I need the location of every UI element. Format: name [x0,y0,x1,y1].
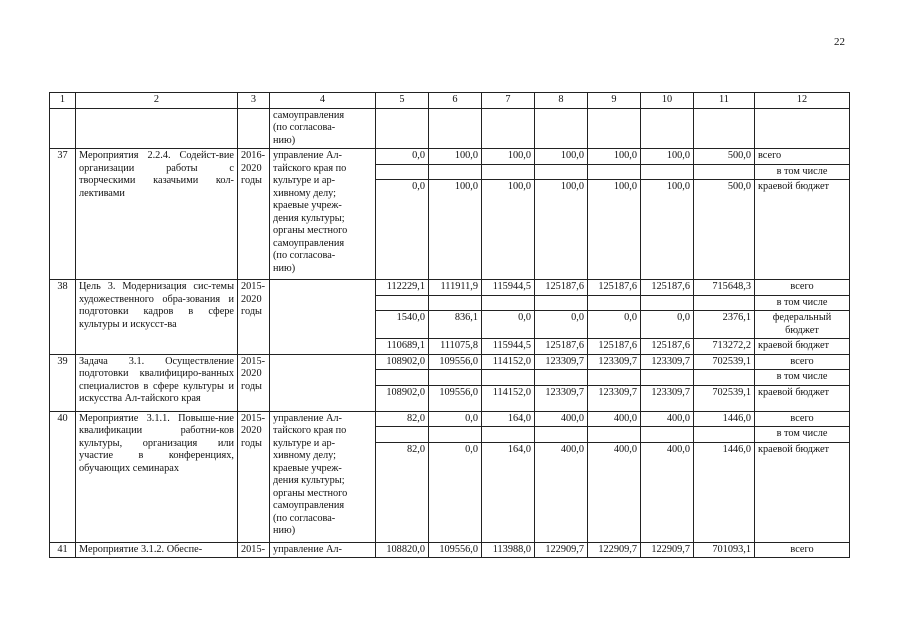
row-number: 38 [50,280,76,355]
value-cell: 0,0 [535,311,588,339]
value-cell: 100,0 [588,149,641,165]
value-cell: 113988,0 [482,542,535,558]
value-cell: 836,1 [429,311,482,339]
row-number: 40 [50,411,76,542]
value-cell: 108902,0 [376,385,429,411]
value-cell: 123309,7 [588,354,641,370]
value-cell: 100,0 [535,180,588,280]
value-cell: 111075,8 [429,339,482,355]
header-cell: 12 [755,93,850,109]
value-cell: 0,0 [376,149,429,165]
value-cell: 100,0 [588,180,641,280]
value-cell: 400,0 [588,442,641,542]
header-cell: 8 [535,93,588,109]
value-cell: 123309,7 [588,385,641,411]
value-cell: 82,0 [376,442,429,542]
value-cell: 123309,7 [641,354,694,370]
funding-label: всего [755,411,850,427]
header-cell: 4 [270,93,376,109]
header-cell: 5 [376,93,429,109]
header-cell: 1 [50,93,76,109]
value-cell: 109556,0 [429,542,482,558]
value-cell: 112229,1 [376,280,429,296]
value-cell: 715648,3 [694,280,755,296]
measure-name: Задача 3.1. Осуществление подготовки квалифициро-ванных специалистов в сфере культуры и искусства Ал-тайского края [76,354,238,411]
value-cell: 400,0 [535,411,588,427]
value-cell: 701093,1 [694,542,755,558]
funding-label: в том числе [755,164,850,180]
measure-name: Цель 3. Модернизация сис-темы художественного обра-зования и подготовки кадров в сфере культуры и искусст-ва [76,280,238,355]
value-cell: 108820,0 [376,542,429,558]
value-cell: 82,0 [376,411,429,427]
funding-label: в том числе [755,427,850,443]
value-cell: 109556,0 [429,385,482,411]
row-number: 41 [50,542,76,558]
years-cell: 2016- 2020 годы [238,149,270,280]
table-header-row [50,93,850,109]
header-cell: 10 [641,93,694,109]
funding-label: всего [755,149,850,165]
funding-label: всего [755,542,850,558]
value-cell: 0,0 [429,411,482,427]
value-cell: 125187,6 [588,280,641,296]
value-cell: 702539,1 [694,354,755,370]
value-cell: 123309,7 [641,385,694,411]
value-cell: 110689,1 [376,339,429,355]
value-cell: 100,0 [535,149,588,165]
header-cell: 7 [482,93,535,109]
value-cell: 400,0 [641,411,694,427]
funding-label: в том числе [755,295,850,311]
table-row [50,354,850,370]
table-row [50,149,850,165]
value-cell: 114152,0 [482,354,535,370]
years-cell: 2015- 2020 годы [238,411,270,542]
budget-table [49,92,850,558]
value-cell: 115944,5 [482,280,535,296]
value-cell: 125187,6 [535,339,588,355]
funding-label: федеральный бюджет [755,311,850,339]
value-cell: 0,0 [641,311,694,339]
funding-label: всего [755,280,850,296]
measure-name: Мероприятие 3.1.1. Повыше-ние квалификации работни-ков культуры, организация или участие в конференциях, обучающих семинарах [76,411,238,542]
value-cell: 114152,0 [482,385,535,411]
executor-cell: управление Ал- тайского края по культуре и ар- хивному делу; краевые учреж- дения культуры; органы местного самоуправления (по согласова- нию) [270,411,376,542]
value-cell: 713272,2 [694,339,755,355]
value-cell: 100,0 [429,149,482,165]
value-cell: 109556,0 [429,354,482,370]
table-row [50,542,850,558]
executor-cell [270,280,376,355]
funding-label: всего [755,354,850,370]
header-cell: 2 [76,93,238,109]
value-cell: 2376,1 [694,311,755,339]
value-cell: 164,0 [482,411,535,427]
value-cell: 1446,0 [694,442,755,542]
value-cell: 100,0 [641,180,694,280]
measure-name: Мероприятия 2.2.4. Содейст-вие организации работы с творческими казачьими кол-лективами [76,149,238,280]
funding-label: в том числе [755,370,850,386]
value-cell: 0,0 [376,180,429,280]
value-cell: 125187,6 [641,339,694,355]
funding-label: краевой бюджет [755,442,850,542]
funding-label: краевой бюджет [755,339,850,355]
years-cell: 2015- 2020 годы [238,354,270,411]
years-cell: 2015- 2020 годы [238,280,270,355]
years-cell: 2015- [238,542,270,558]
value-cell: 0,0 [588,311,641,339]
value-cell: 400,0 [588,411,641,427]
value-cell: 123309,7 [535,385,588,411]
header-cell: 9 [588,93,641,109]
value-cell: 123309,7 [535,354,588,370]
value-cell: 125187,6 [588,339,641,355]
value-cell: 122909,7 [588,542,641,558]
value-cell: 702539,1 [694,385,755,411]
executor-cell: управление Ал- [270,542,376,558]
value-cell: 164,0 [482,442,535,542]
value-cell: 100,0 [641,149,694,165]
table-row [50,280,850,296]
value-cell: 122909,7 [535,542,588,558]
value-cell: 0,0 [482,311,535,339]
value-cell: 100,0 [429,180,482,280]
value-cell: 108902,0 [376,354,429,370]
row-number: 39 [50,354,76,411]
header-cell: 11 [694,93,755,109]
value-cell: 125187,6 [641,280,694,296]
value-cell: 400,0 [535,442,588,542]
value-cell: 400,0 [641,442,694,542]
funding-label: краевой бюджет [755,180,850,280]
value-cell: 111911,9 [429,280,482,296]
table-row [50,411,850,427]
funding-label: краевой бюджет [755,385,850,411]
value-cell: 100,0 [482,180,535,280]
value-cell: 125187,6 [535,280,588,296]
page-number: 22 [834,36,845,48]
value-cell: 122909,7 [641,542,694,558]
header-cell: 6 [429,93,482,109]
executor-cell: управление Ал- тайского края по культуре и ар- хивному делу; краевые учреж- дения культуры; органы местного самоуправления (по согласова- нию) [270,149,376,280]
value-cell: 0,0 [429,442,482,542]
value-cell: 500,0 [694,180,755,280]
value-cell: 500,0 [694,149,755,165]
row-number: 37 [50,149,76,280]
value-cell: 100,0 [482,149,535,165]
header-cell: 3 [238,93,270,109]
executor-cell [270,354,376,411]
value-cell: 115944,5 [482,339,535,355]
executor-cell: самоуправления (по согласова- нию) [270,108,376,149]
value-cell: 1446,0 [694,411,755,427]
measure-name: Мероприятие 3.1.2. Обеспе- [76,542,238,558]
table-row-continuation [50,108,850,149]
value-cell: 1540,0 [376,311,429,339]
